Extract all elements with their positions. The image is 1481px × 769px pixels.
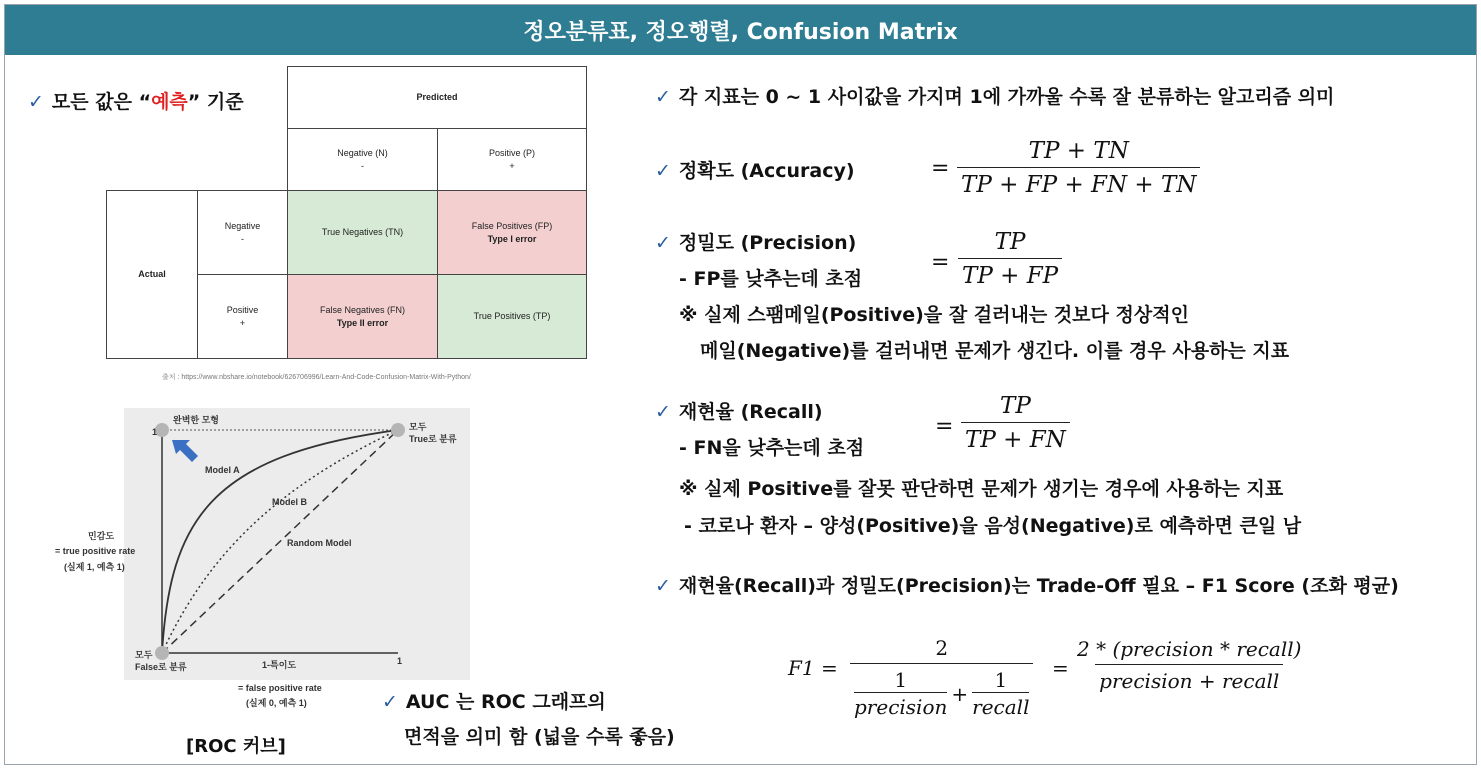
roc-x-label: 1-특이도 — [262, 660, 297, 670]
roc-all-false-2: False로 분류 — [135, 662, 187, 672]
check-icon: ✓ — [382, 691, 398, 713]
false-positives-cell: False Positives (FP) Type I error — [437, 190, 587, 275]
roc-model-b-label: Model B — [272, 497, 307, 507]
check-icon: ✓ — [655, 575, 671, 597]
precision-note-2: 메일(Negative)를 걸러내면 문제가 생긴다. 이를 경우 사용하는 지표 — [700, 340, 1290, 362]
check-icon: ✓ — [655, 401, 671, 423]
f1-equals-2: = — [1052, 656, 1069, 680]
check-icon: ✓ — [655, 232, 671, 254]
recall-note-1: ※ 실제 Positive를 잘못 판단하면 문제가 생기는 경우에 사용하는 지표 — [679, 478, 1284, 500]
roc-y-label-3: (실제 1, 예측 1) — [64, 562, 125, 572]
precision-label: ✓ 정밀도 (Precision) — [655, 232, 857, 254]
recall-note-2: - 코로나 환자 – 양성(Positive)을 음성(Negative)로 예측하면 큰일 남 — [684, 515, 1302, 537]
roc-caption: [ROC 커브] — [186, 736, 286, 757]
roc-y-label-1: 민감도 — [88, 531, 115, 541]
f1-rhs-fraction: 2 * (precision * recall) precision + recall — [1077, 637, 1302, 693]
accuracy-equals: = — [931, 156, 950, 181]
precision-sub: - FP를 낮추는데 초점 — [679, 268, 863, 290]
recall-sub: - FN을 낮추는데 초점 — [679, 437, 865, 459]
f1-lhs: F1 = — [788, 656, 838, 680]
act-positive-header: Positive + — [197, 274, 288, 359]
pred-positive-header: Positive (P) + — [437, 128, 587, 191]
act-negative-header: Negative - — [197, 190, 288, 275]
roc-all-false-point — [155, 646, 169, 660]
roc-perfect-label: 완벽한 모형 — [173, 415, 219, 425]
roc-one-x: 1 — [397, 656, 403, 666]
intro-line: ✓ 각 지표는 0 ~ 1 사이값을 가지며 1에 가까울 수록 잘 분류하는 알고리즘 의미 — [655, 86, 1335, 108]
predicted-header: Predicted — [287, 66, 587, 129]
roc-all-true-2: True로 분류 — [409, 434, 457, 444]
roc-model-a-label: Model A — [205, 465, 240, 475]
basis-suffix: ” 기준 — [187, 91, 244, 113]
precision-formula: $\frac{TP}{TP + FP}$ — [958, 229, 1062, 289]
pred-negative-header: Negative (N) - — [287, 128, 438, 191]
check-icon: ✓ — [28, 91, 44, 113]
actual-header: Actual — [106, 190, 198, 359]
accuracy-formula: $\frac{TP + TN}{TP + FP + FN + TN}$ — [957, 138, 1200, 198]
accuracy-label: ✓ 정확도 (Accuracy) — [655, 160, 855, 182]
roc-one-y: 1 — [152, 427, 158, 437]
basis-prefix: 모든 값은 “ — [51, 91, 152, 113]
f1-middle-fraction: 2 1 precision + 1 recall — [850, 636, 1033, 719]
roc-arrow-icon — [172, 440, 198, 462]
roc-all-true-point — [391, 423, 405, 437]
recall-label: ✓ 재현율 (Recall) — [655, 401, 823, 423]
precision-equals: = — [931, 250, 950, 275]
check-icon: ✓ — [655, 86, 671, 108]
recall-equals: = — [935, 414, 954, 439]
roc-random-line — [162, 430, 398, 653]
recall-formula: $\frac{TP}{TP + FN}$ — [961, 393, 1070, 453]
auc-line-2: 면적을 의미 함 (넓을 수록 좋음) — [404, 726, 675, 748]
roc-random-label: Random Model — [287, 538, 352, 548]
check-icon: ✓ — [655, 160, 671, 182]
false-negatives-cell: False Negatives (FN) Type II error — [287, 274, 438, 359]
page-title: 정오분류표, 정오행렬, Confusion Matrix — [5, 5, 1476, 55]
matrix-source: 출처 : https://www.nbshare.io/notebook/626706996/Learn-And-Code-Confusion-Matrix-With-Python/ — [162, 374, 471, 381]
f1-line: ✓ 재현율(Recall)과 정밀도(Precision)는 Trade-Off 필요 – F1 Score (조화 평균) — [655, 575, 1399, 597]
roc-all-true-1: 모두 — [409, 422, 427, 432]
true-negatives-cell: True Negatives (TN) — [287, 190, 438, 275]
roc-perfect-point — [155, 423, 169, 437]
roc-x-sub-2: (실제 0, 예측 1) — [246, 698, 307, 708]
roc-all-false-1: 모두 — [135, 650, 153, 660]
roc-y-label-2: = true positive rate — [55, 546, 136, 556]
true-positives-cell: True Positives (TP) — [437, 274, 587, 359]
auc-line-1: ✓ AUC 는 ROC 그래프의 — [382, 691, 606, 713]
basis-highlight: 예측 — [151, 91, 188, 113]
roc-x-sub-1: = false positive rate — [238, 683, 322, 693]
precision-note-1: ※ 실제 스팸메일(Positive)을 잘 걸러내는 것보다 정상적인 — [679, 304, 1189, 326]
